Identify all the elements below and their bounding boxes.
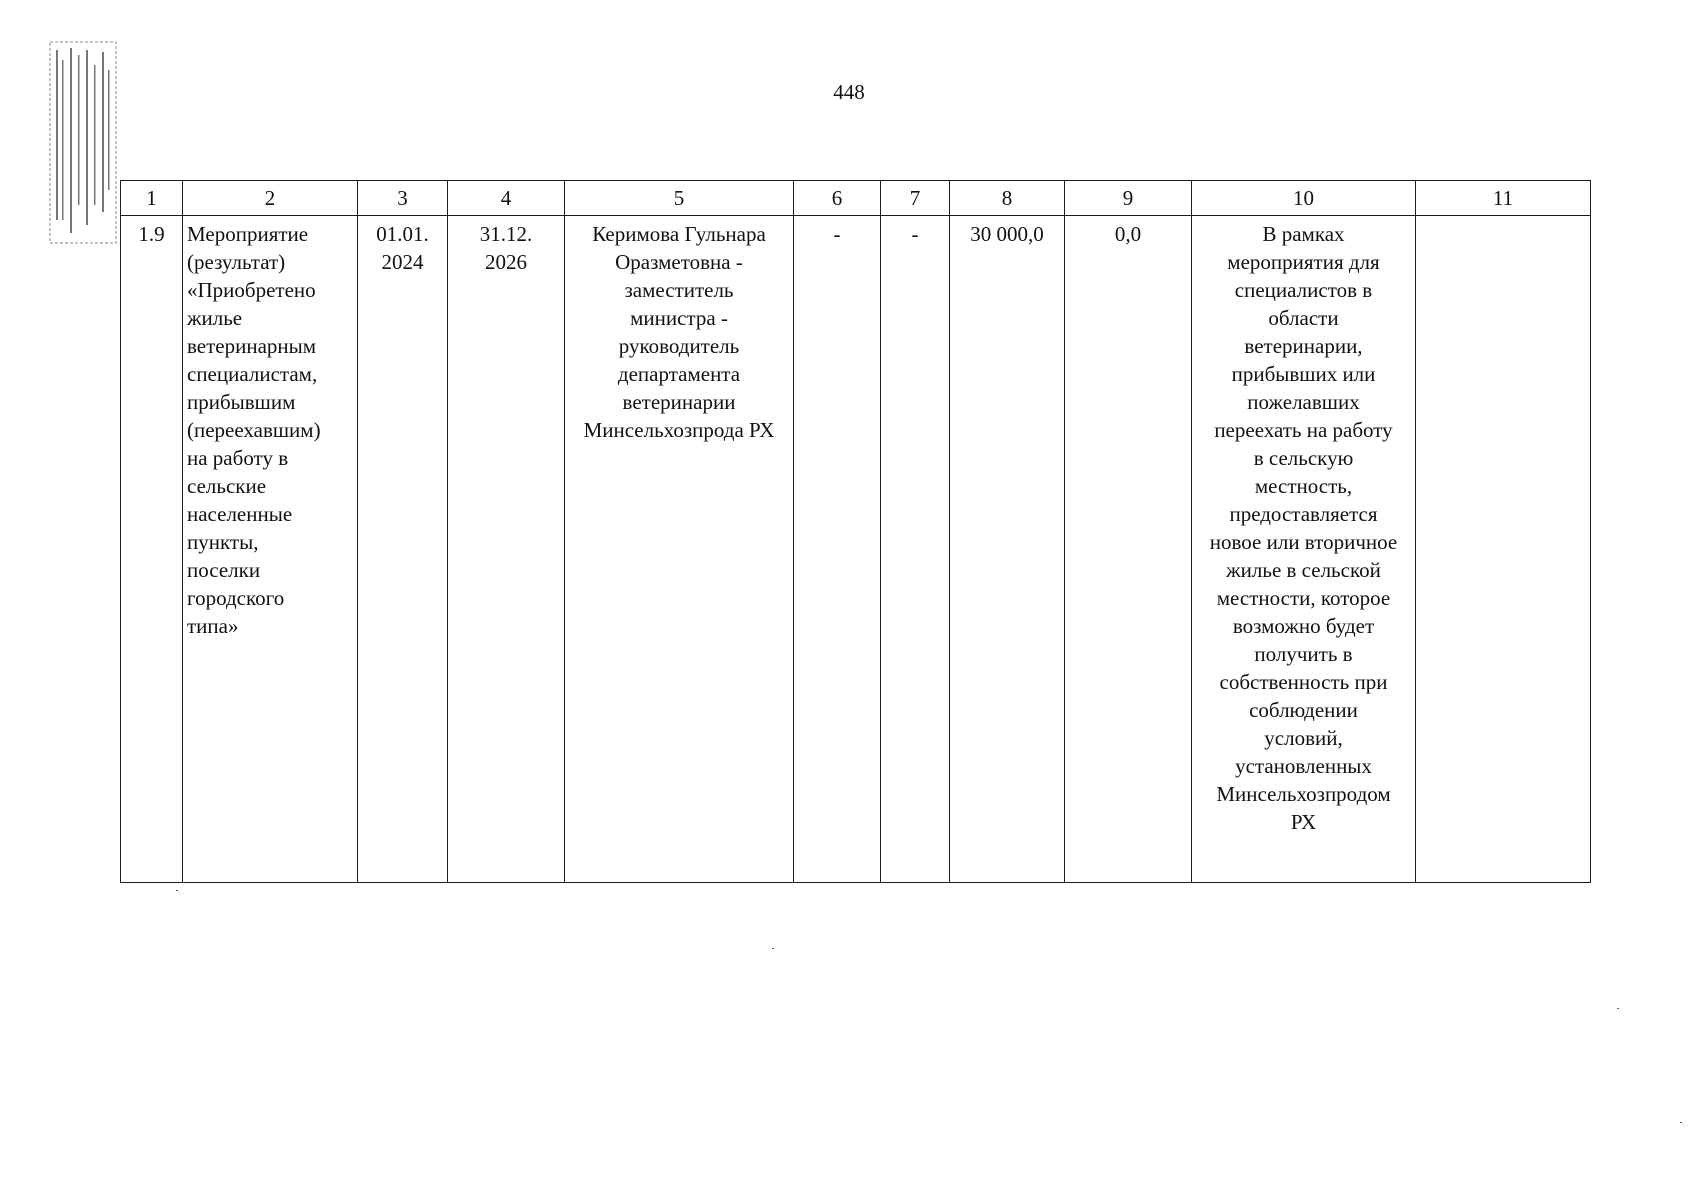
header-cell: 11 xyxy=(1416,181,1591,216)
header-cell: 2 xyxy=(183,181,358,216)
actual-amount-cell: 0,0 xyxy=(1065,216,1192,883)
table-row xyxy=(121,216,1591,883)
header-cell: 6 xyxy=(794,181,881,216)
notes-cell xyxy=(1416,216,1591,883)
header-cell: 4 xyxy=(448,181,565,216)
header-cell: 3 xyxy=(358,181,448,216)
col6-cell: - xyxy=(794,216,881,883)
row-number-cell: 1.9 xyxy=(121,216,183,883)
main-table xyxy=(120,180,1591,883)
registration-stamp-icon xyxy=(48,40,118,245)
header-cell: 8 xyxy=(950,181,1065,216)
header-cell: 7 xyxy=(881,181,950,216)
end-date-cell: 31.12. 2026 xyxy=(448,216,565,883)
page-number: 448 xyxy=(833,80,865,104)
header-cell: 5 xyxy=(565,181,794,216)
start-date-cell: 01.01. 2024 xyxy=(358,216,448,883)
description-cell: В рамках мероприятия для специалистов в области ветеринарии, прибывших или пожелавших переехать на работу в сельскую местность, предоставляется новое или вторичное жилье в сельской местности, которое возможно будет получить в собственность при соблюдении условий, установленных Минсельхозпродом РХ xyxy=(1192,216,1416,883)
header-row xyxy=(121,181,1591,216)
header-cell: 1 xyxy=(121,181,183,216)
planned-amount-cell: 30 000,0 xyxy=(950,216,1065,883)
header-cell: 10 xyxy=(1192,181,1416,216)
col7-cell: - xyxy=(881,216,950,883)
activity-name-cell: Мероприятие (результат) «Приобретено жилье ветеринарным специалистам, прибывшим (переехавшим) на работу в сельские населенные пункты, поселки городского типа» xyxy=(183,216,358,883)
header-cell: 9 xyxy=(1065,181,1192,216)
responsible-cell: Керимова Гульнара Оразметовна - заместитель министра - руководитель департамента ветеринарии Минсельхозпрода РХ xyxy=(565,216,794,883)
